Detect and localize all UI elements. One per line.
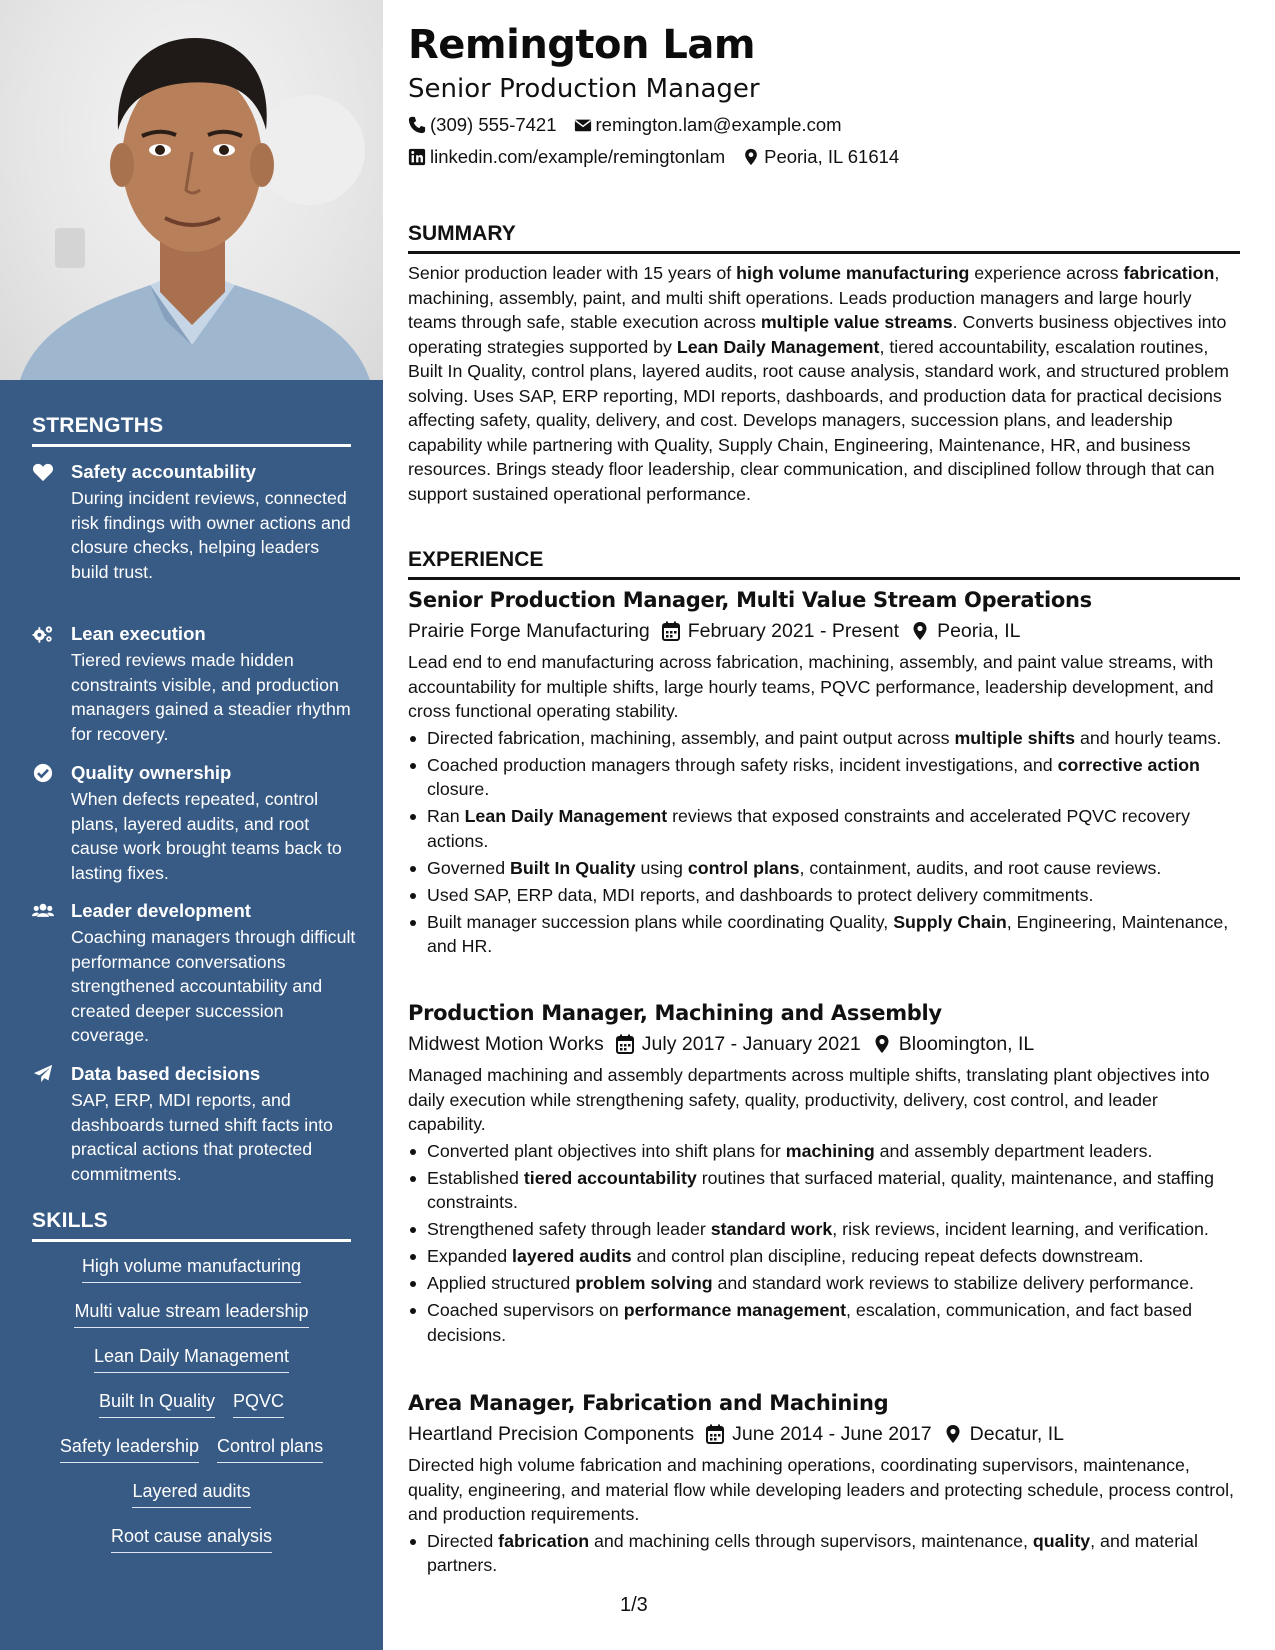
text-run: and standard work reviews to stabilize delivery performance. bbox=[712, 1273, 1194, 1293]
job-meta bbox=[408, 1421, 1240, 1447]
bold-phrase: Lean Daily Management bbox=[464, 806, 668, 826]
company-name: Heartland Precision Components bbox=[408, 1423, 695, 1445]
bullet-item bbox=[408, 1166, 1240, 1215]
bullet-item bbox=[408, 753, 1240, 802]
contact-line bbox=[408, 146, 916, 168]
strength-title: Quality ownership bbox=[71, 762, 232, 783]
strength-desc: When defects repeated, control plans, layered audits, and root cause work brought teams back to lasting fixes. bbox=[71, 789, 342, 883]
text-run: Strengthened safety through leader bbox=[427, 1219, 711, 1239]
strength-title: Data based decisions bbox=[71, 1063, 261, 1084]
job-meta bbox=[408, 1031, 1240, 1057]
strengths-title: STRENGTHS bbox=[32, 414, 351, 447]
job-location: Peoria, IL bbox=[937, 620, 1021, 642]
bold-phrase: problem solving bbox=[575, 1273, 713, 1293]
calendar-icon bbox=[662, 621, 680, 641]
text-run: , escalation, communication, and fact based decisions. bbox=[427, 1300, 1192, 1345]
skill-tag: High volume manufacturing bbox=[82, 1255, 301, 1283]
linkedin-contact[interactable] bbox=[408, 146, 725, 168]
skills-title: SKILLS bbox=[32, 1209, 351, 1242]
text-run: , and material partners. bbox=[427, 1530, 1198, 1575]
gears-icon bbox=[32, 624, 54, 644]
bold-phrase: tiered accountability bbox=[523, 1167, 697, 1188]
job-bullets bbox=[408, 1529, 1240, 1578]
candidate-name: Remington Lam bbox=[408, 22, 756, 68]
bullet-item bbox=[408, 1217, 1240, 1242]
bold-phrase: multiple value streams bbox=[760, 312, 953, 332]
bullet-item bbox=[408, 804, 1240, 853]
envelope-icon bbox=[574, 116, 592, 134]
job-location: Decatur, IL bbox=[969, 1423, 1064, 1445]
skill-tag: Control plans bbox=[217, 1435, 323, 1463]
job-meta bbox=[408, 618, 1240, 644]
skill-tag: Multi value stream leadership bbox=[74, 1300, 308, 1328]
bold-phrase: machining bbox=[785, 1140, 875, 1161]
text-run: Directed bbox=[427, 1530, 499, 1551]
map-pin-icon bbox=[911, 621, 929, 641]
bullet-item bbox=[408, 910, 1240, 959]
bold-phrase: Built In Quality bbox=[510, 857, 636, 878]
text-run: Directed fabrication, machining, assembly, and paint output across bbox=[427, 727, 955, 748]
bold-phrase: multiple shifts bbox=[954, 727, 1075, 748]
bold-phrase: Supply Chain bbox=[893, 911, 1007, 932]
sidebar bbox=[0, 0, 383, 1650]
phone-text: (309) 555-7421 bbox=[430, 114, 557, 135]
job-title: Production Manager, Machining and Assembly bbox=[408, 1001, 942, 1025]
linkedin-text: linkedin.com/example/remingtonlam bbox=[430, 146, 726, 167]
job-dates: July 2017 - January 2021 bbox=[641, 1033, 861, 1055]
text-run: Built manager succession plans while coordinating Quality, bbox=[427, 911, 894, 932]
text-run: . Converts business objectives into operating strategies supported by bbox=[408, 312, 1227, 357]
strength-desc: During incident reviews, connected risk findings with owner actions and closure checks, helping leaders build trust. bbox=[71, 488, 351, 582]
text-run: Coached production managers through safety risks, incident investigations, and bbox=[427, 754, 1058, 775]
text-run: and machining cells through supervisors, maintenance, bbox=[589, 1530, 1033, 1551]
bullet-item bbox=[408, 856, 1240, 881]
skill-tag: PQVC bbox=[233, 1390, 284, 1418]
text-run: , containment, audits, and root cause reviews. bbox=[799, 857, 1162, 878]
skill-row bbox=[32, 1300, 351, 1345]
calendar-icon bbox=[616, 1034, 634, 1054]
text-run: and control plan discipline, reducing repeat defects downstream. bbox=[631, 1246, 1144, 1266]
strength-desc: Tiered reviews made hidden constraints visible, and production managers gained a steadier rhythm for recovery. bbox=[71, 650, 351, 744]
job-dates: February 2021 - Present bbox=[687, 620, 900, 642]
text-run: Converted plant objectives into shift plans for bbox=[427, 1140, 786, 1161]
text-run: , risk reviews, incident learning, and verification. bbox=[832, 1219, 1209, 1239]
strength-desc: SAP, ERP, MDI reports, and dashboards turned shift facts into practical actions that protected commitments. bbox=[71, 1090, 333, 1184]
strength-title: Leader development bbox=[71, 900, 251, 921]
heart-icon bbox=[32, 462, 54, 482]
bold-phrase: fabrication bbox=[498, 1530, 590, 1551]
text-run: Senior production leader with 15 years of bbox=[408, 263, 737, 283]
linkedin-icon bbox=[408, 148, 426, 166]
bold-phrase: performance management bbox=[623, 1300, 847, 1320]
job-bullets bbox=[408, 1139, 1240, 1348]
bold-phrase: Lean Daily Management bbox=[676, 336, 880, 357]
phone-contact[interactable] bbox=[408, 114, 557, 136]
location-text: Peoria, IL 61614 bbox=[764, 146, 900, 167]
company-name: Midwest Motion Works bbox=[408, 1033, 604, 1055]
skill-row bbox=[32, 1345, 351, 1390]
contact-line bbox=[408, 114, 859, 136]
company-name: Prairie Forge Manufacturing bbox=[408, 620, 650, 642]
paper-plane-icon bbox=[32, 1064, 54, 1084]
text-run: reviews that exposed constraints and accelerated PQVC recovery actions. bbox=[427, 806, 1190, 851]
skill-row bbox=[32, 1480, 351, 1525]
strength-title: Lean execution bbox=[71, 623, 206, 644]
text-run: , Engineering, Maintenance, and HR. bbox=[427, 911, 1229, 956]
job-description: Lead end to end manufacturing across fabrication, machining, assembly, and paint value streams, with accountability for multiple shifts, large hourly teams, PQVC performance, leadership development, and cross functional operating stability. bbox=[408, 652, 1214, 721]
strength-desc: Coaching managers through difficult performance conversations strengthened accountability and created deeper succession coverage. bbox=[71, 927, 356, 1045]
text-run: Expanded bbox=[427, 1246, 513, 1266]
text-run: Applied structured bbox=[427, 1273, 576, 1293]
location-contact bbox=[742, 146, 899, 168]
bold-phrase: quality bbox=[1032, 1530, 1091, 1551]
bullet-item bbox=[408, 726, 1240, 751]
text-run: Governed bbox=[427, 857, 511, 878]
skill-row bbox=[32, 1525, 351, 1570]
text-run: Established bbox=[427, 1167, 524, 1188]
page-number: 1/3 bbox=[620, 1594, 648, 1616]
job-description: Managed machining and assembly departments across multiple shifts, translating plant objectives into daily execution while strengthening safety, quality, productivity, delivery, cost control, and leader capability. bbox=[408, 1065, 1210, 1134]
skill-row bbox=[32, 1255, 351, 1300]
bullet-item bbox=[408, 883, 1240, 908]
bullet-item bbox=[408, 1244, 1240, 1269]
summary-text bbox=[408, 261, 1240, 506]
skill-row bbox=[32, 1390, 351, 1435]
job-entry bbox=[408, 1389, 1240, 1580]
text-run: and hourly teams. bbox=[1075, 727, 1222, 748]
summary-title: SUMMARY bbox=[408, 222, 1240, 254]
text-run: , tiered accountability, escalation routines, Built In Quality, control plans, layered audits, root cause analysis, standard work, and structured problem solving. Uses SAP, ERP reporting, MDI reports, dashboards, and production data for practical decisions affecting safety, quality, delivery, and cost. Develops managers, succession plans, and leadership capability while partnering with Quality, Supply Chain, Engineering, Maintenance, HR, and business resources. Brings steady floor leadership, clear communication, and disciplined follow through that can support sustained operational performance. bbox=[408, 336, 1229, 504]
text-run: routines that surfaced material, quality, maintenance, and staffing constraints. bbox=[427, 1167, 1215, 1212]
skill-tag: Lean Daily Management bbox=[94, 1345, 289, 1373]
text-run: Coached supervisors on bbox=[427, 1300, 624, 1320]
bullet-item bbox=[408, 1529, 1240, 1578]
text-run: Ran bbox=[427, 806, 465, 826]
bullet-item bbox=[408, 1298, 1240, 1347]
bold-phrase: corrective action bbox=[1057, 754, 1200, 775]
bullet-item bbox=[408, 1271, 1240, 1296]
text-run: using bbox=[635, 857, 688, 878]
job-description: Directed high volume fabrication and machining operations, coordinating supervisors, maintenance, quality, engineering, and material flow while developing leaders and protecting schedule, process control, and production requirements. bbox=[408, 1455, 1235, 1524]
skill-tag: Layered audits bbox=[132, 1480, 250, 1508]
job-title: Area Manager, Fabrication and Machining bbox=[408, 1391, 889, 1415]
email-contact[interactable] bbox=[574, 114, 842, 136]
skill-tag: Safety leadership bbox=[60, 1435, 199, 1463]
job-title: Senior Production Manager, Multi Value Stream Operations bbox=[408, 588, 1092, 612]
skill-row bbox=[32, 1435, 351, 1480]
job-location: Bloomington, IL bbox=[898, 1033, 1035, 1055]
experience-title: EXPERIENCE bbox=[408, 548, 1240, 580]
text-run: , machining, assembly, paint, and multi shift operations. Leads production managers and large hourly teams through safe, stable execution across bbox=[408, 263, 1220, 332]
users-icon bbox=[32, 901, 54, 921]
check-circle-icon bbox=[32, 763, 54, 783]
strength-title: Safety accountability bbox=[71, 461, 257, 482]
job-entry bbox=[408, 586, 1240, 961]
bullet-item bbox=[408, 1139, 1240, 1164]
calendar-icon bbox=[706, 1424, 724, 1444]
candidate-role: Senior Production Manager bbox=[408, 74, 760, 104]
bold-phrase: standard work bbox=[710, 1219, 833, 1239]
phone-icon bbox=[408, 116, 426, 134]
text-run: and assembly department leaders. bbox=[874, 1140, 1153, 1161]
bold-phrase: fabrication bbox=[1123, 263, 1215, 283]
text-run: experience across bbox=[969, 263, 1124, 283]
map-pin-icon bbox=[742, 148, 760, 166]
map-pin-icon bbox=[873, 1034, 891, 1054]
job-bullets bbox=[408, 726, 1240, 959]
map-pin-icon bbox=[944, 1424, 962, 1444]
bold-phrase: high volume manufacturing bbox=[736, 263, 970, 283]
skill-tag: Built In Quality bbox=[99, 1390, 215, 1418]
job-dates: June 2014 - June 2017 bbox=[732, 1423, 932, 1445]
text-run: Used SAP, ERP data, MDI reports, and dashboards to protect delivery commitments. bbox=[427, 884, 1094, 905]
bold-phrase: layered audits bbox=[512, 1246, 632, 1266]
email-text: remington.lam@example.com bbox=[595, 114, 842, 135]
job-entry bbox=[408, 999, 1240, 1350]
skill-tag: Root cause analysis bbox=[111, 1525, 272, 1553]
skills-list bbox=[32, 1255, 351, 1570]
profile-photo bbox=[0, 0, 383, 380]
bold-phrase: control plans bbox=[687, 857, 800, 878]
text-run: closure. bbox=[427, 779, 490, 799]
